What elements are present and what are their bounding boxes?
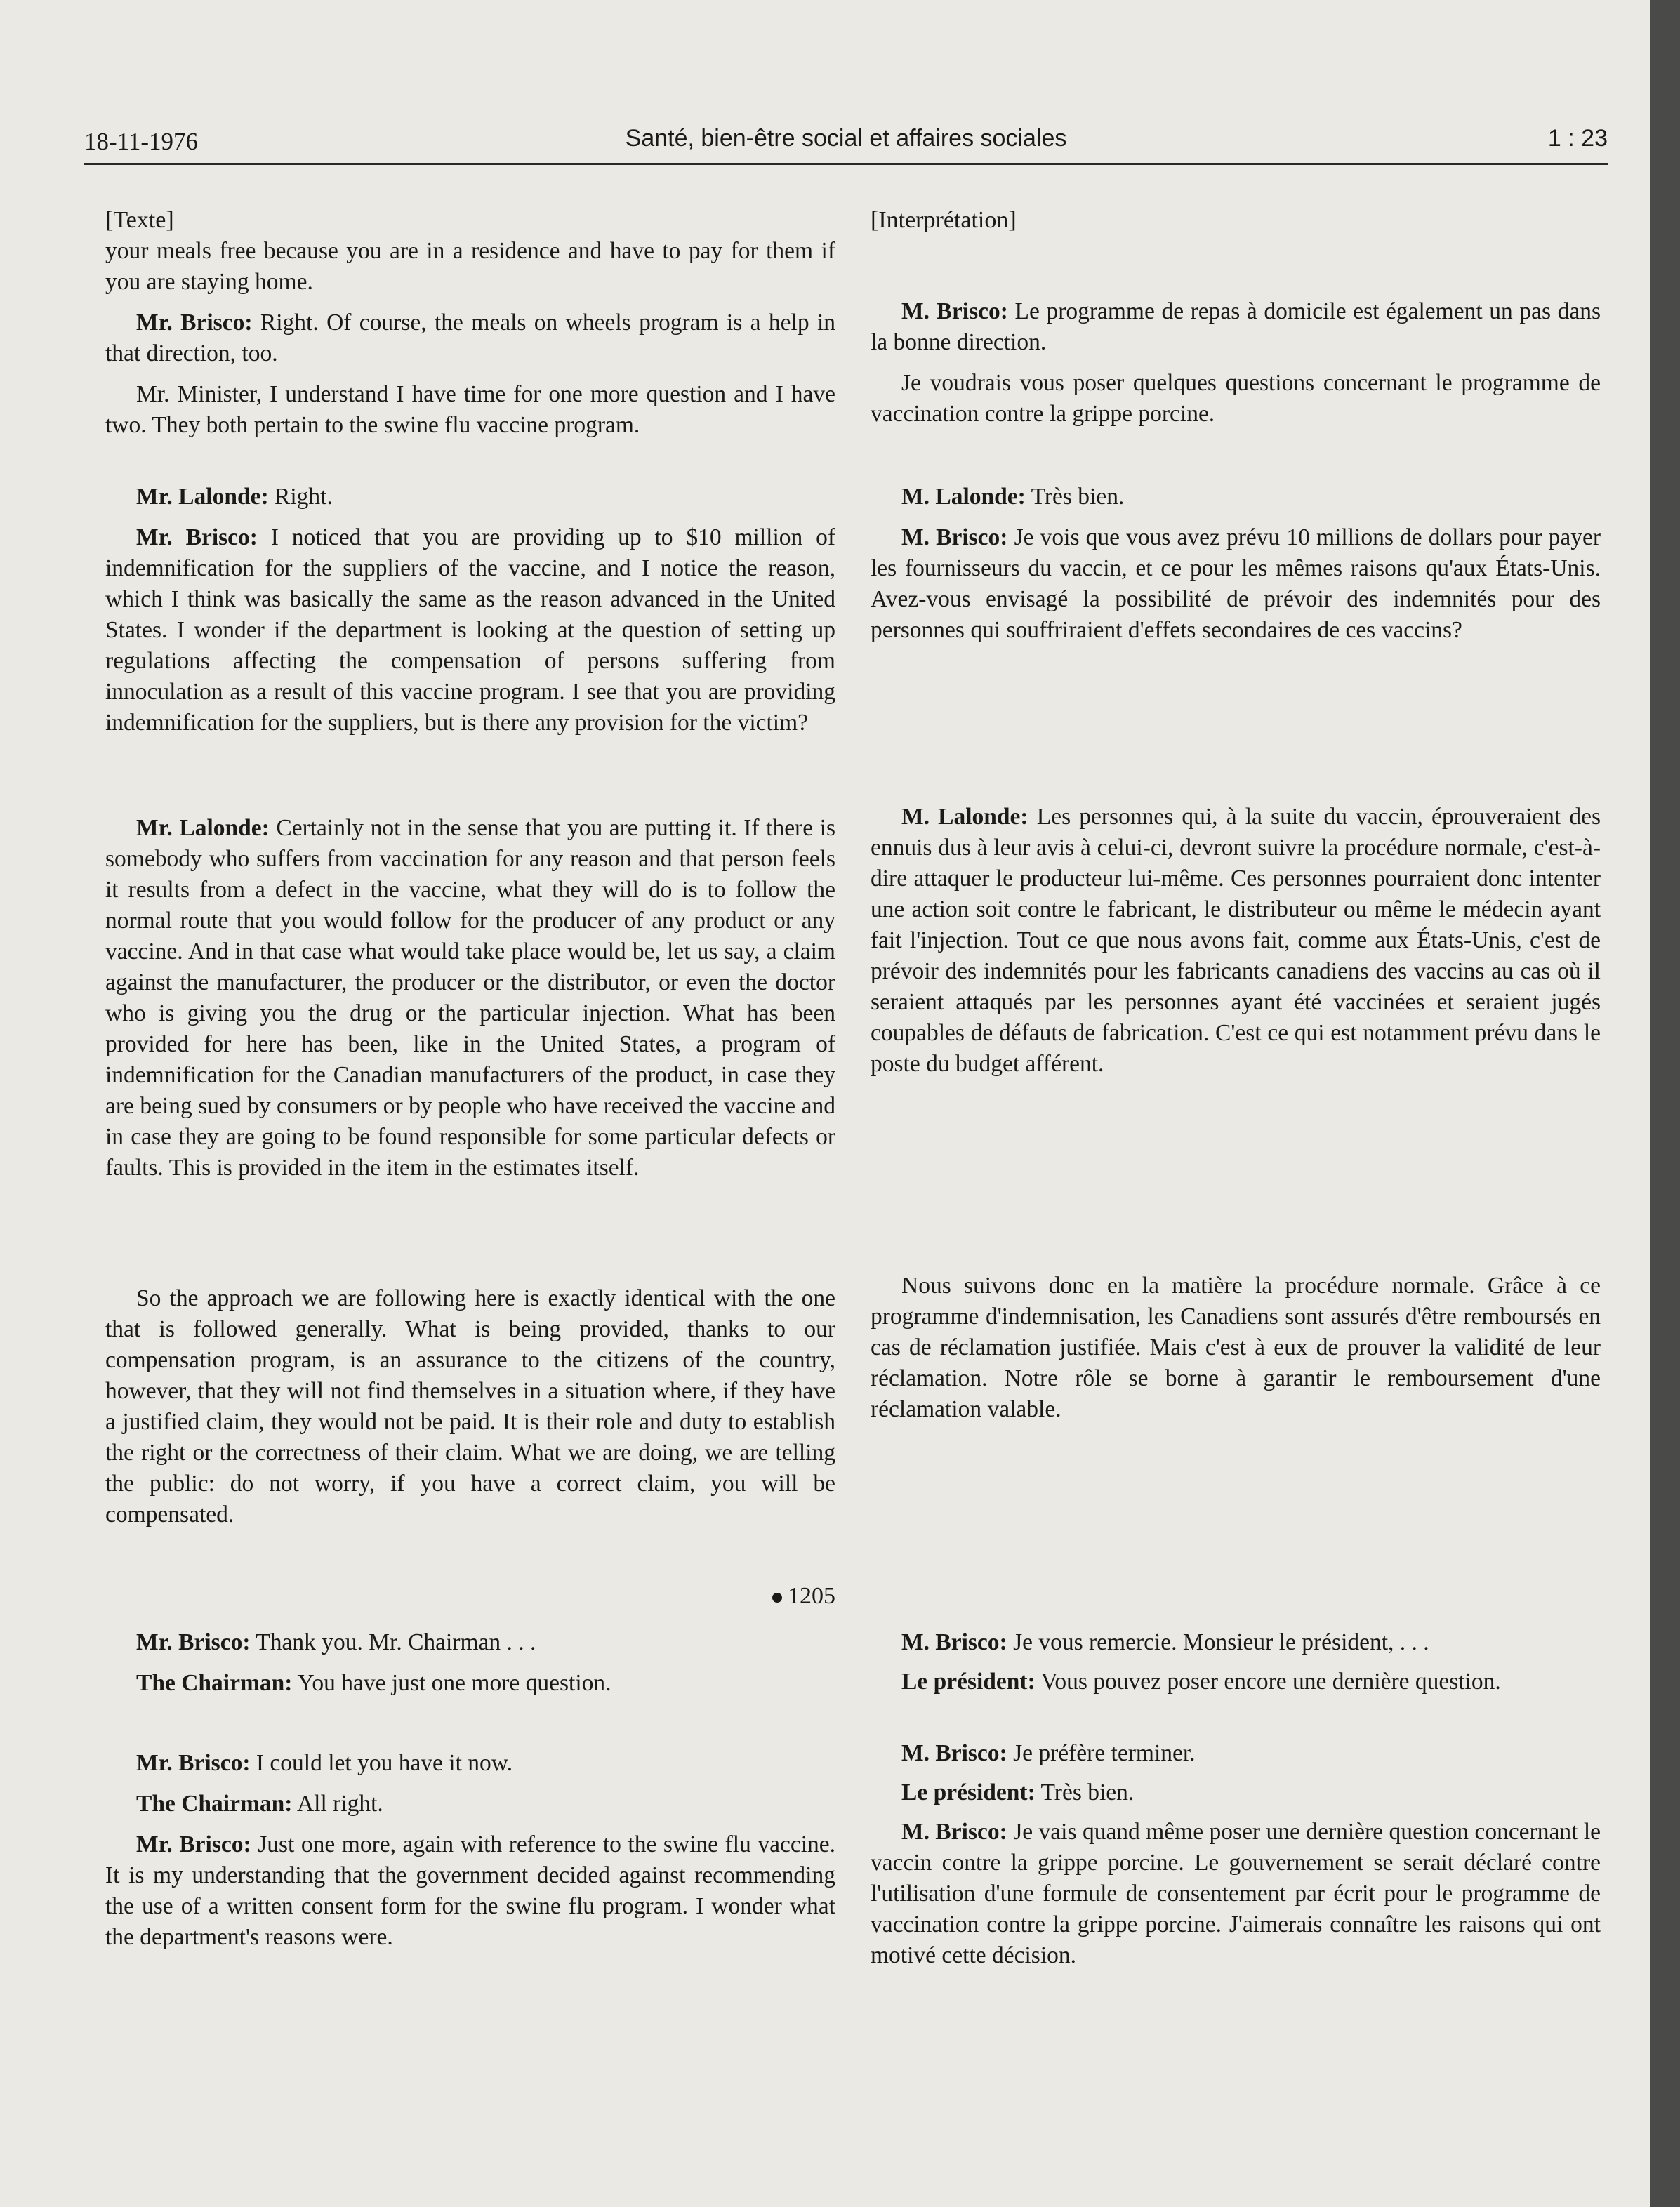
paragraph: M. Lalonde: Très bien. [901, 484, 1125, 510]
paragraph: Mr. Lalonde: Certainly not in the sense that you are putting it. If there is somebody who suffers from vaccination for any reason and that person feels it results from a defect in the vaccine, what they will do is to follow the normal route that you would follow for the producer of any product or any vaccine. And in that case what would take place would be, let us say, a claim against the manufacturer, the producer or the distributor, or even the doctor who is giving you the drug or the particular injection. What has been provided for here has been, like in the United States, a program of indemnification for the Canadian manufacturers of the product, in case they are being sued by consumers or by people who have received the vaccine and in case they are going to be found responsible for some particular defects or faults. This is provided in the item in the estimates itself. [105, 815, 835, 1181]
speaker-name: M. Brisco: [901, 524, 1008, 550]
speaker-name: Le président: [901, 1779, 1036, 1805]
paragraph: M. Brisco: Je vois que vous avez prévu 10 millions de dollars pour payer les fournisseurs du vaccin, et ce pour les mêmes raisons qu'aux États-Unis. Avez-vous envisagé la possibilité de prévoir des indemnités pour des personnes qui souffriraient d'effets secondaires de ces vaccins? [871, 524, 1601, 643]
header-rule [84, 163, 1608, 165]
paragraph: So the approach we are following here is exactly identical with the one that is followed generally. What is being provided, thanks to our compensation program, is an assurance to the citizens of the country, however, that they will not find themselves in a situation where, if they have a justified claim, they would not be paid. It is their role and duty to establish the right or the correctness of their claim. What we are doing, we are telling the public: do not worry, if you have a correct claim, you will be compensated. [105, 1285, 835, 1527]
header-title: Santé, bien-être social et affaires sociales [625, 125, 1067, 152]
page-header [84, 119, 1608, 161]
paragraph: Nous suivons donc en la matière la procédure normale. Grâce à ce programme d'indemnisation, les Canadiens sont assurés d'être remboursés en cas de réclamation justifiée. Mais c'est à eux de prouver la validité de leur réclamation. Notre rôle se borne à garantir le remboursement d'une réclamation valable. [871, 1273, 1601, 1422]
bullet-icon [772, 1593, 782, 1603]
paragraph: Le président: Vous pouvez poser encore une dernière question. [901, 1669, 1501, 1695]
speaker-name: Mr. Brisco: [136, 1750, 251, 1776]
paragraph: M. Lalonde: Les personnes qui, à la suite du vaccin, éprouveraient des ennuis dus à leur avis à celui-ci, devront suivre la procédure normale, c'est-à-dire attaquer le producteur lui-même. Ces personnes pourraient donc intenter une action soit contre le fabricant, le distributeur ou même le médecin ayant fait l'injection. Tout ce que nous avons fait, comme aux États-Unis, c'est de prévoir des indemnités pour les fabricants canadiens des vaccins au cas où il seraient attaqués par les personnes ayant été vaccinées et seraient jugés coupables de défauts de fabrication. C'est ce qui est notamment prévu dans le poste du budget afférent. [871, 804, 1601, 1077]
speaker-name: M. Lalonde: [901, 804, 1028, 830]
speaker-name: The Chairman: [136, 1670, 293, 1696]
paragraph: Mr. Brisco: I could let you have it now. [136, 1750, 513, 1776]
paragraph: your meals free because you are in a residence and have to pay for them if you are staying home. [105, 238, 835, 295]
paragraph: Mr. Brisco: Right. Of course, the meals on wheels program is a help in that direction, too. [105, 310, 835, 366]
paragraph: Je voudrais vous poser quelques questions concernant le programme de vaccination contre la grippe porcine. [871, 370, 1601, 427]
speaker-name: Mr. Lalonde: [136, 484, 269, 510]
paragraph: Le président: Très bien. [901, 1779, 1135, 1805]
paragraph: M. Brisco: Je vous remercie. Monsieur le président, . . . [901, 1629, 1429, 1655]
paragraph: Mr. Minister, I understand I have time for one more question and I have two. They both pertain to the swine flu vaccine program. [105, 381, 835, 438]
speaker-name: Mr. Brisco: [136, 524, 258, 550]
header-page-number: 1 : 23 [1547, 125, 1608, 152]
speaker-name: M. Brisco: [901, 298, 1008, 324]
paragraph: The Chairman: All right. [136, 1791, 383, 1817]
paragraph: M. Brisco: Je préfère terminer. [901, 1740, 1196, 1766]
speaker-name: Mr. Brisco: [136, 310, 253, 336]
speaker-name: M. Lalonde: [901, 484, 1026, 510]
paragraph: Mr. Brisco: Just one more, again with reference to the swine flu vaccine. It is my understanding that the government decided against recommending the use of a written consent form for the swine flu program. I wonder what the department's reasons were. [105, 1831, 835, 1950]
section-label-interpretation: [Interprétation] [871, 207, 1017, 233]
speaker-name: The Chairman: [136, 1791, 293, 1817]
time-marker: 1205 [772, 1581, 835, 1612]
paragraph: M. Brisco: Le programme de repas à domicile est également un pas dans la bonne direction. [871, 298, 1601, 355]
header-date: 18-11-1976 [84, 128, 199, 155]
paragraph: M. Brisco: Je vais quand même poser une dernière question concernant le vaccin contre la grippe porcine. Le gouvernement se serait déclaré contre l'utilisation d'une formule de consentement par écrit pour le programme de vaccination contre la grippe porcine. J'aimerais connaître les raisons qui ont motivé cette décision. [871, 1819, 1601, 1968]
speaker-name: M. Brisco: [901, 1629, 1007, 1655]
section-label-texte: [Texte] [105, 207, 174, 233]
paragraph: Mr. Brisco: Thank you. Mr. Chairman . . . [136, 1629, 536, 1655]
page-edge-shadow [1650, 0, 1680, 2207]
speaker-name: M. Brisco: [901, 1819, 1007, 1845]
speaker-name: Mr. Brisco: [136, 1831, 251, 1857]
paragraph: The Chairman: You have just one more question. [136, 1670, 611, 1696]
paragraph: Mr. Brisco: I noticed that you are providing up to $10 million of indemnification for the suppliers of the vaccine, and I notice the reason, which I think was basically the same as the reason advanced in the United States. I wonder if the department is looking at the question of setting up regulations affecting the compensation of persons suffering from innoculation as a result of this vaccine program. I see that you are providing indemnification for the suppliers, but is there any provision for the victim? [105, 524, 835, 736]
speaker-name: Mr. Lalonde: [136, 815, 270, 841]
speaker-name: Le président: [901, 1669, 1036, 1695]
speaker-name: Mr. Brisco: [136, 1629, 251, 1655]
speaker-name: M. Brisco: [901, 1740, 1007, 1766]
paragraph: Mr. Lalonde: Right. [136, 484, 333, 510]
